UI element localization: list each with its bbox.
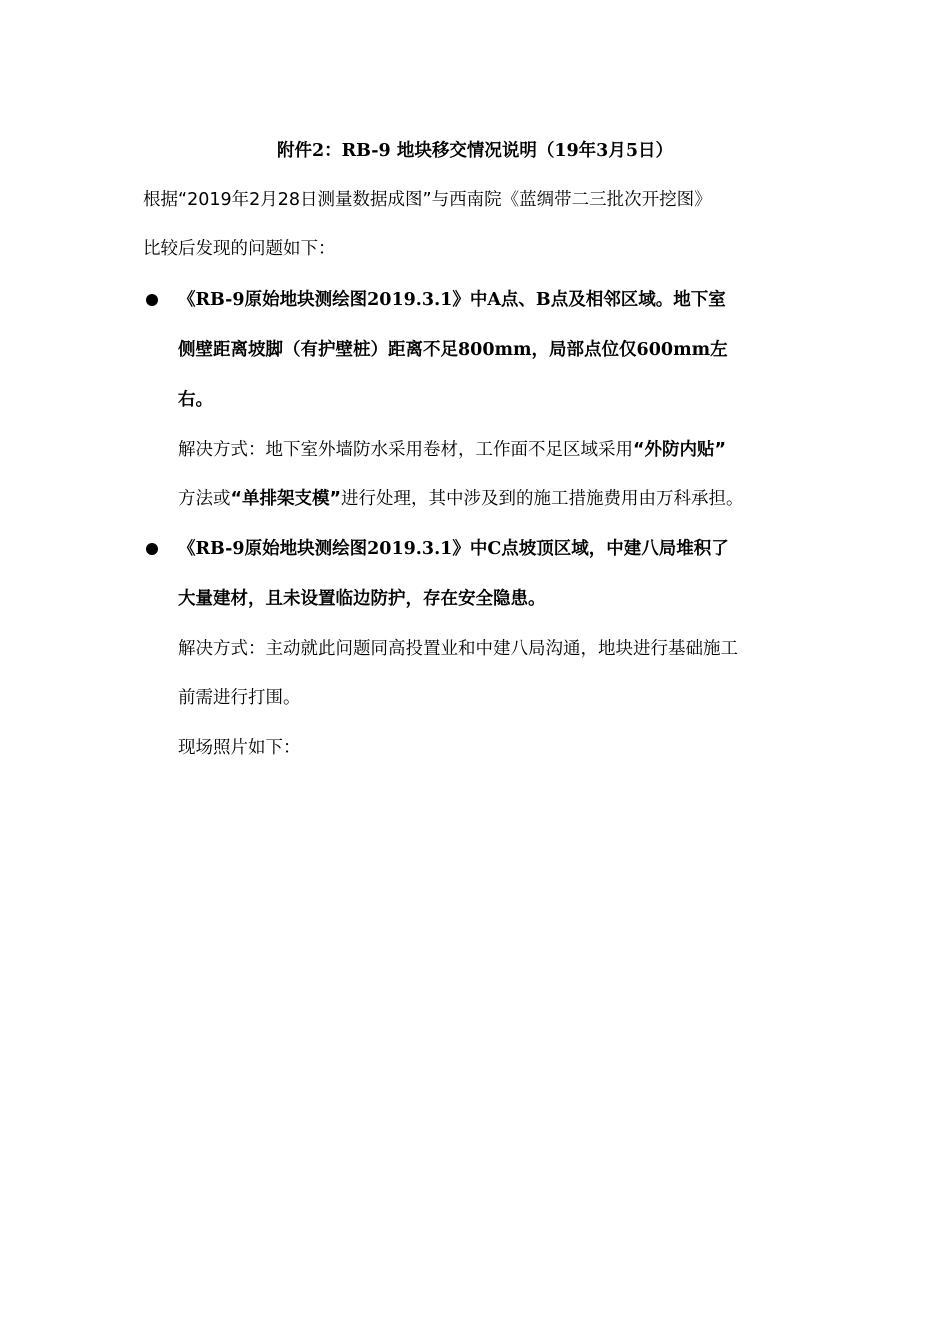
item-2-heading-line-2: 大量建材，且未设置临边防护，存在安全隐患。 [178, 589, 546, 609]
document-title: 附件2：RB-9 地块移交情况说明（19年3月5日） [276, 141, 674, 161]
item-1-heading-line-3: 右。 [178, 390, 213, 410]
solution-text: 方法或 [178, 489, 231, 509]
item-1-solution-line-2 [178, 484, 744, 514]
item-2-solution-line-2: 前需进行打围。 [178, 688, 301, 708]
bullet-point-icon [146, 294, 158, 306]
solution-text: 进行处理，其中涉及到的施工措施费用由万科承担。 [341, 489, 744, 509]
item-2-solution-line-1: 解决方式：主动就此问题同高投置业和中建八局沟通，地块进行基础施工 [178, 639, 738, 659]
item-1-solution-line-1 [178, 435, 726, 465]
intro-line-1: 根据“2019年2月28日测量数据成图”与西南院《蓝绸带二三批次开挖图》 [143, 190, 712, 210]
item-1-heading-line-2: 侧壁距离坡脚（有护壁桩）距离不足800mm，局部点位仅600mm左 [178, 340, 728, 360]
item-2-heading-line-1: 《RB-9原始地块测绘图2019.3.1》中C点坡顶区域，中建八局堆积了 [178, 539, 729, 559]
intro-line-2: 比较后发现的问题如下： [143, 239, 336, 259]
photo-caption: 现场照片如下： [178, 738, 301, 758]
bullet-point-icon [146, 543, 158, 555]
solution-emphasis: “单排架支模” [230, 489, 342, 509]
solution-emphasis: “外防内贴” [633, 440, 727, 460]
item-1-heading-line-1: 《RB-9原始地块测绘图2019.3.1》中A点、B点及相邻区域。地下室 [178, 290, 726, 310]
solution-text: 解决方式：地下室外墙防水采用卷材，工作面不足区域采用 [178, 440, 633, 460]
